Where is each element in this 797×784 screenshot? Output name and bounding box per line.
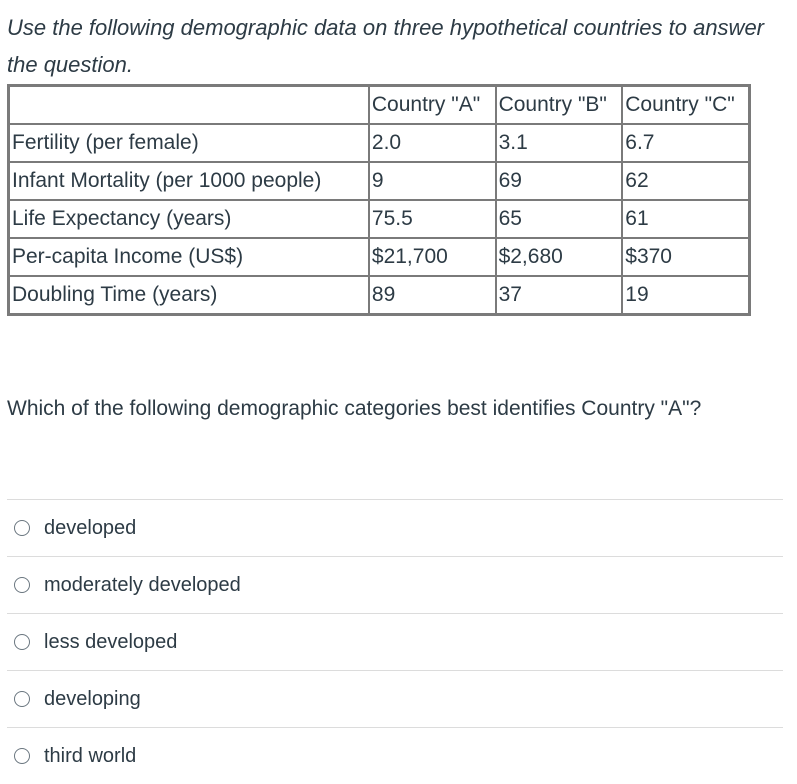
table-cell: 89 [369, 276, 496, 314]
table-cell: $2,680 [496, 238, 623, 276]
answer-option-less-developed[interactable] [7, 613, 783, 670]
table-cell: Infant Mortality (per 1000 people) [9, 162, 369, 200]
table-cell: Per-capita Income (US$) [9, 238, 369, 276]
answer-list [7, 499, 783, 784]
table-header-cell: Country "A" [369, 86, 496, 124]
table-cell: $370 [622, 238, 749, 276]
table-cell: 37 [496, 276, 623, 314]
radio-button[interactable] [14, 634, 30, 650]
table-cell: 19 [622, 276, 749, 314]
table-row [9, 162, 749, 200]
answer-label: less developed [44, 630, 178, 653]
answer-label: developing [44, 687, 141, 710]
answer-option-developed[interactable] [7, 499, 783, 556]
table-cell: 75.5 [369, 200, 496, 238]
table-cell: 69 [496, 162, 623, 200]
answer-option-developing[interactable] [7, 670, 783, 727]
table-cell: 6.7 [622, 124, 749, 162]
table-header-row [9, 86, 749, 124]
table-header-cell: Country "B" [496, 86, 623, 124]
table-row [9, 124, 749, 162]
radio-button[interactable] [14, 577, 30, 593]
table-cell: 61 [622, 200, 749, 238]
answer-option-moderately-developed[interactable] [7, 556, 783, 613]
question-intro: Use the following demographic data on three hypothetical countries to answer the question. [7, 15, 765, 77]
answer-label: developed [44, 516, 137, 539]
table-row [9, 276, 749, 314]
table-row [9, 238, 749, 276]
table-cell: 65 [496, 200, 623, 238]
answer-label: moderately developed [44, 573, 241, 596]
table-cell: Life Expectancy (years) [9, 200, 369, 238]
table-cell: 3.1 [496, 124, 623, 162]
table-cell: 62 [622, 162, 749, 200]
table-cell: Fertility (per female) [9, 124, 369, 162]
table-cell: $21,700 [369, 238, 496, 276]
radio-button[interactable] [14, 748, 30, 764]
table-row [9, 200, 749, 238]
table-cell: 9 [369, 162, 496, 200]
demographic-data-table [7, 84, 751, 316]
radio-button[interactable] [14, 691, 30, 707]
question-text: Which of the following demographic categories best identifies Country "A"? [7, 397, 702, 420]
radio-button[interactable] [14, 520, 30, 536]
answer-option-third-world[interactable] [7, 727, 783, 784]
table-cell: 2.0 [369, 124, 496, 162]
answer-label: third world [44, 744, 137, 767]
table-header-cell: Country "C" [622, 86, 749, 124]
table-cell: Doubling Time (years) [9, 276, 369, 314]
table-header-cell [9, 86, 369, 124]
